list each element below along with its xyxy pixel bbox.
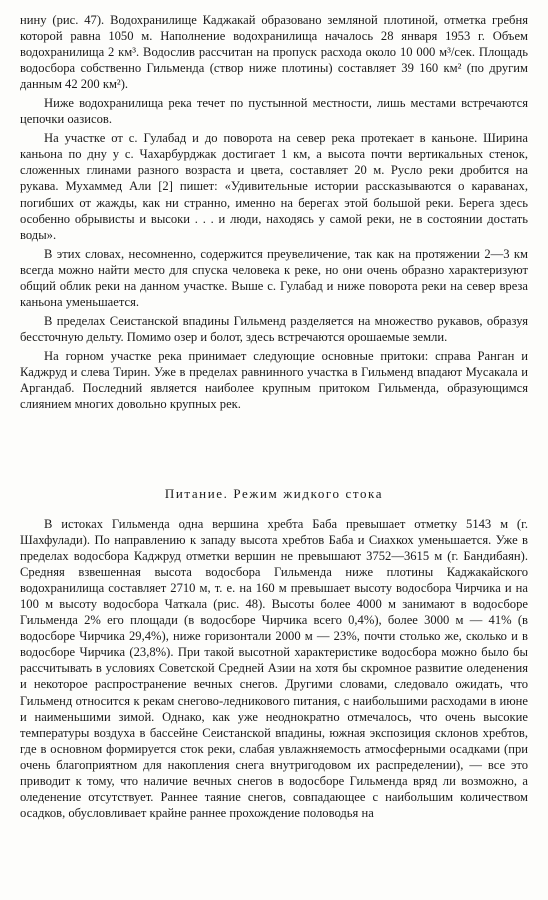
paragraph: В истоках Гильменда одна вершина хребта Баба превышает отметку 5143 м (г. Шахфулади). По направлению к западу высота хребтов Баба и Сиахкох уменьшается. Уже в пределах водосбора Каджруд отметки вершин не превышают 3752—3615 м (г. Бандибаян). Средняя взвешенная высота водосбора Гильменда ниже плотины Каджакайского водохранилища составляет 2710 м, т. е. на 160 м превышает высоту водосбора Чирчика и на 100 м высоту водосбора Чаткала (рис. 48). Высоты более 4000 м занимают в водосборе Гильменда 2% его площади (в водосборе Чирчика всего 0,4%), более 3000 м — 41% (в водосборе Чирчика 29,4%), ниже горизонтали 2000 м — 23%, почти столько же, сколько и в водосборе Чирчика (23,8%). При такой высотной характеристике водосбора можно было бы рассчитывать в условиях Советской Средней Азии на хотя бы скромное развитие оледенения и некоторое распространение вечных снегов. Другими словами, следовало ожидать, что Гильменд относится к рекам снегово-ледникового питания, с наибольшими расходами в июне и наименьшими зимой. Однако, как уже неоднократно отмечалось, что очень высокие температуры воздуха в бассейне Сеистанской впадины, южная экспозиция склонов хребтов, где в основном формируется сток реки, слабая увлажняемость атмосферными осадками (при очень благоприятном для накопления снега внутригодовом их распределении), — все это приводит к тому, что наличие вечных снегов в водосборе Гильменда вряд ли возможно, а оледенение отсутствует. Раннее таяние снегов, совпадающее с наибольшим количеством осадков, обусловливает крайне раннее прохождение половодья на (20, 517, 528, 820)
paragraph: В этих словах, несомненно, содержится преувеличение, так как на протяжении 2—3 км всегда можно найти место для спуска человека к реке, но они очень образно характеризуют общий облик реки на данном участке. Выше с. Гулабад и ниже поворота реки на север вреза каньона уменьшается. (20, 246, 528, 309)
section-heading: Питание. Режим жидкого стока (164, 486, 384, 501)
paragraph: На участке от с. Гулабад и до поворота на север река протекает в каньоне. Ширина каньона по дну у с. Чахарбурджак достигает 1 км, а высота почти вертикальных стенок, сложенных глинами разного возраста и цвета, составляет 20 м. Русло реки дробится на рукава. Мухаммед Али [2] пишет: «Удивительные истории рассказываются о караванах, погибших от жажды, как ни странно, именно на берегах этой большой реки. Берега здесь особенно обрывисты и высоки . . . и люди, находясь у самой реки, не в состоянии достать воды». (20, 131, 528, 242)
paragraph-continuation: нину (рис. 47). Водохранилище Каджакай образовано земляной плотиной, отметка гребня которой равна 1050 м. Наполнение водохранилища началось 28 января 1953 г. Объем водохранилища 2 км³. Водослив рассчитан на пропуск расхода около 10 000 м³/сек. Площадь водосбора собственно Гильменда (створ ниже плотины) составляет 39 160 км² (по другим данным 42 200 км²). (20, 13, 528, 92)
paragraph: В пределах Сеистанской впадины Гильменд разделяется на множество рукавов, образуя бессточную дельту. Помимо озер и болот, здесь встречаются орошаемые земли. (20, 313, 528, 344)
section-text-lower (20, 516, 528, 821)
section-text-upper (20, 12, 528, 468)
paragraph: На горном участке река принимает следующие основные притоки: справа Ранган и Каджруд и слева Тирин. Уже в пределах равнинного участка в Гильменд впадают Мусакала и Аргандаб. Последний является наиболее крупным притоком Гильменда, образующимся слиянием многих довольно крупных рек. (20, 348, 528, 412)
paragraph: Ниже водохранилища река течет по пустынной местности, лишь местами встречаются цепочки оазисов. (20, 96, 528, 127)
